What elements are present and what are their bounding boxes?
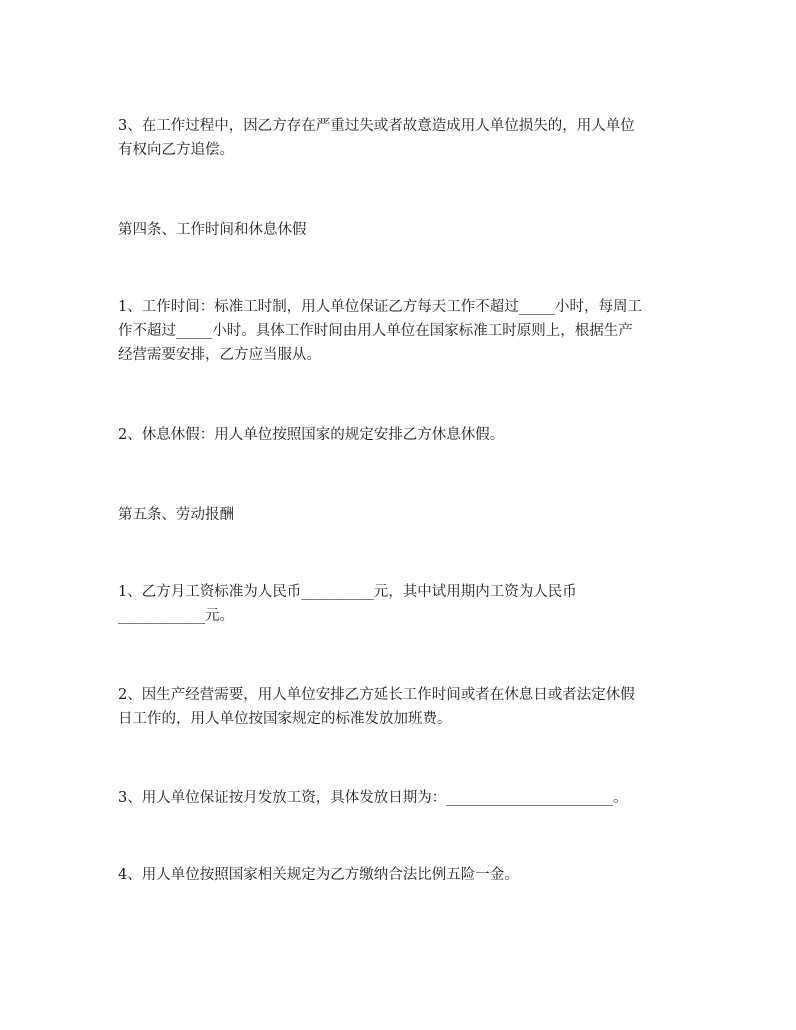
clause-4-insurance bbox=[118, 863, 690, 887]
text-line: 1、乙方月工资标准为人民币__________元，其中试用期内工资为人民币 bbox=[118, 584, 577, 600]
clause-3-liability bbox=[118, 114, 690, 162]
text-line: 2、休息休假：用人单位按照国家的规定安排乙方休息休假。 bbox=[118, 427, 505, 443]
section-heading: 第四条、工作时间和休息休假 bbox=[118, 222, 307, 238]
article-4-heading bbox=[118, 218, 690, 242]
clause-3-payday bbox=[118, 786, 690, 810]
text-line: 日工作的，用人单位按国家规定的标准发放加班费。 bbox=[118, 711, 452, 727]
text-line: 1、工作时间：标准工时制，用人单位保证乙方每天工作不超过_____小时，每周工 bbox=[118, 299, 642, 315]
text-line: 2、因生产经营需要，用人单位安排乙方延长工作时间或者在休息日或者法定休假 bbox=[118, 687, 635, 703]
clause-1-salary bbox=[118, 580, 690, 628]
text-line: 3、在工作过程中，因乙方存在严重过失或者故意造成用人单位损失的，用人单位 bbox=[118, 118, 635, 134]
text-line: 经营需要安排，乙方应当服从。 bbox=[118, 347, 321, 363]
clause-1-working-hours bbox=[118, 295, 690, 367]
text-line: ____________元。 bbox=[118, 608, 234, 624]
text-line: 作不超过_____小时。具体工作时间由用人单位在国家标准工时原则上，根据生产 bbox=[118, 323, 633, 339]
clause-2-rest-leave bbox=[118, 423, 690, 447]
article-5-heading bbox=[118, 503, 690, 527]
clause-2-overtime bbox=[118, 683, 690, 731]
text-line: 3、用人单位保证按月发放工资，具体发放日期为：_______________________。 bbox=[118, 790, 628, 806]
section-heading: 第五条、劳动报酬 bbox=[118, 507, 234, 523]
text-line: 有权向乙方追偿。 bbox=[118, 142, 234, 158]
text-line: 4、用人单位按照国家相关规定为乙方缴纳合法比例五险一金。 bbox=[118, 867, 519, 883]
